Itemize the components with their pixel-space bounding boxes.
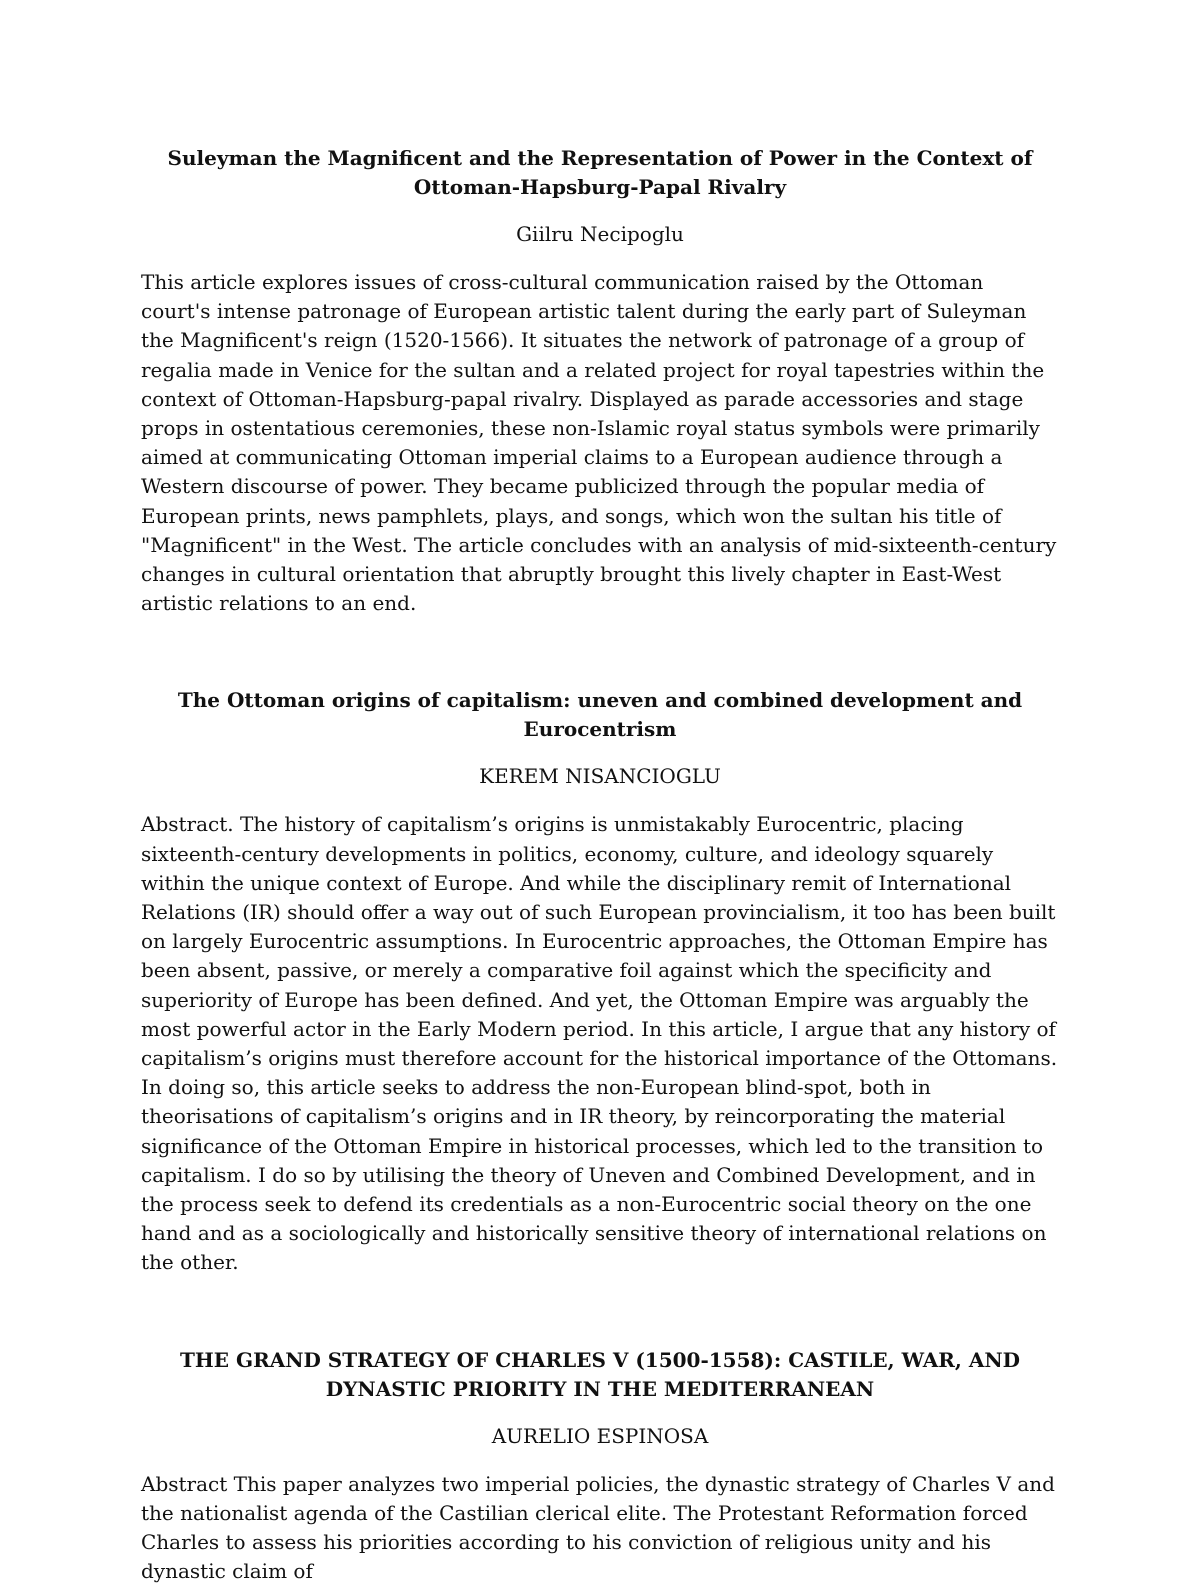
article-title: THE GRAND STRATEGY OF CHARLES V (1500-1558): CASTILE, WAR, AND DYNASTIC PRIORITY IN THE MEDITERRANEAN	[180, 1347, 1020, 1401]
article-abstract: Abstract This paper analyzes two imperial policies, the dynastic strategy of Charles V and the nationalist agenda of the Castilian clerical elite. The Protestant Reformation forced Charles to assess his priorities according to his conviction of religious unity and his dynastic claim of	[141, 1471, 1055, 1584]
article-author: Giilru Necipoglu	[516, 222, 684, 246]
article-title: Suleyman the Magnificent and the Representation of Power in the Context of Ottoman-Hapsburg-Papal Rivalry	[167, 146, 1033, 199]
article-abstract: This article explores issues of cross-cultural communication raised by the Ottoman court's intense patronage of European artistic talent during the early part of Suleyman the Magnificent's reign (1520-1566). It situates the network of patronage of a group of regalia made in Venice for the sultan and a related project for royal tapestries within the context of Ottoman-Hapsburg-papal rivalry. Displayed as parade accessories and stage props in ostentatious ceremonies, these non-Islamic royal status symbols were primarily aimed at communicating Ottoman imperial claims to a European audience through a Western discourse of power. They became publicized through the popular media of European prints, news pamphlets, plays, and songs, which won the sultan his title of "Magnificent" in the West. The article concludes with an analysis of mid-sixteenth-century changes in cultural orientation that abruptly brought this lively chapter in East-West artistic relations to an end.	[141, 270, 1057, 616]
article-abstract: Abstract. The history of capitalism’s origins is unmistakably Eurocentric, placing sixteenth-century developments in politics, economy, culture, and ideology squarely within the unique context of Europe. And while the disciplinary remit of International Relations (IR) should offer a way out of such European provincialism, it too has been built on largely Eurocentric assumptions. In Eurocentric approaches, the Ottoman Empire has been absent, passive, or merely a comparative foil against which the specificity and superiority of Europe has been defined. And yet, the Ottoman Empire was arguably the most powerful actor in the Early Modern period. In this article, I argue that any history of capitalism’s origins must therefore account for the historical importance of the Ottomans. In doing so, this article seeks to address the non-European blind-spot, both in theorisations of capitalism’s origins and in IR theory, by reincorporating the material significance of the Ottoman Empire in historical processes, which led to the transition to capitalism. I do so by utilising the theory of Uneven and Combined Development, and in the process seek to defend its credentials as a non-Eurocentric social theory on the one hand and as a sociologically and historically sensitive theory of international relations on the other.	[141, 812, 1058, 1275]
article-title: The Ottoman origins of capitalism: uneven and combined development and Eurocentrism	[177, 688, 1023, 742]
article-ottoman-origins	[141, 686, 1059, 1277]
article-charles-v	[141, 1346, 1059, 1587]
article-suleyman	[141, 144, 1059, 618]
article-author: KEREM NISANCIOGLU	[479, 764, 721, 789]
article-author: AURELIO ESPINOSA	[491, 1423, 709, 1448]
